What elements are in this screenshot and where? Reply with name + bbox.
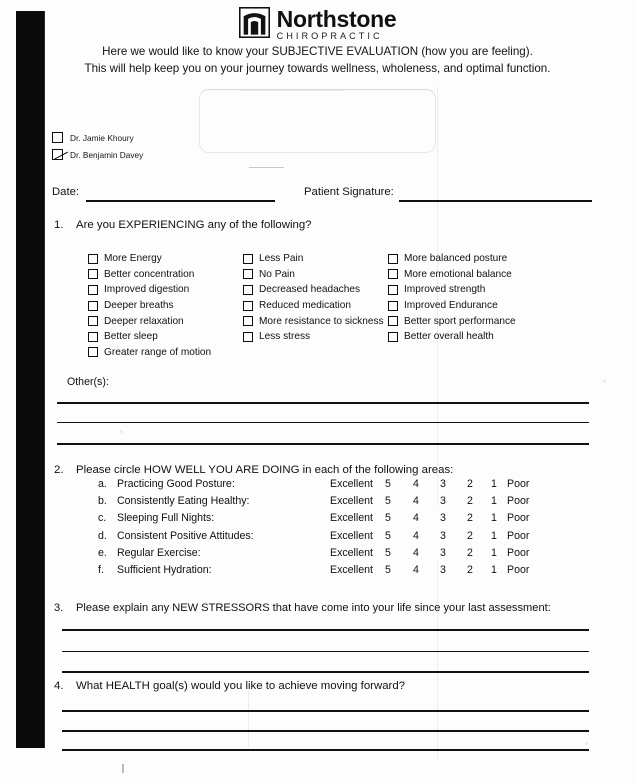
checkbox-icon[interactable] bbox=[88, 332, 98, 342]
symptom-label: Less stress bbox=[259, 331, 311, 343]
symptom-column-2 bbox=[243, 251, 384, 345]
scan-speck-artifact bbox=[122, 764, 124, 773]
rating-low-label: Poor bbox=[507, 546, 530, 559]
question-1-number: 1. bbox=[54, 219, 64, 231]
rating-letter: d. bbox=[98, 529, 107, 542]
rating-row-consistent-positive-attitudes bbox=[0, 530, 635, 547]
intro-text bbox=[0, 44, 635, 77]
symptom-label: Less Pain bbox=[259, 253, 304, 265]
doctor-option-benjamin-davey[interactable] bbox=[52, 146, 143, 163]
rating-option-2[interactable]: 2 bbox=[467, 478, 473, 490]
checkbox-icon[interactable] bbox=[88, 301, 98, 311]
question-4-answer-line[interactable] bbox=[62, 730, 589, 732]
checkbox-icon[interactable] bbox=[88, 316, 98, 326]
rating-low-label: Poor bbox=[507, 529, 530, 542]
question-3 bbox=[54, 602, 551, 614]
checkbox-icon[interactable] bbox=[88, 285, 98, 295]
rating-label: Regular Exercise: bbox=[117, 546, 201, 559]
rating-option-5[interactable]: 5 bbox=[385, 563, 391, 576]
rating-label: Consistent Positive Attitudes: bbox=[117, 529, 254, 542]
rating-table bbox=[0, 478, 635, 581]
checkbox-icon[interactable] bbox=[243, 285, 253, 295]
rating-letter: e. bbox=[98, 546, 107, 559]
symptom-label: Decreased headaches bbox=[259, 284, 361, 296]
symptom-label: Improved Endurance bbox=[404, 300, 498, 312]
rating-option-1[interactable]: 1 bbox=[491, 529, 497, 542]
rating-label: Consistently Eating Healthy: bbox=[117, 495, 250, 508]
rating-row-practicing-good-posture bbox=[0, 478, 635, 495]
doctor-label: Dr. Benjamin Davey bbox=[70, 149, 144, 160]
rating-label: Sleeping Full Nights: bbox=[117, 512, 215, 525]
rating-option-1[interactable]: 1 bbox=[491, 546, 497, 559]
question-4-text: What HEALTH goal(s) would you like to achieve moving forward? bbox=[76, 680, 405, 692]
scan-ghost-vertical-artifact bbox=[248, 690, 249, 750]
rating-option-2[interactable]: 2 bbox=[467, 495, 473, 508]
symptom-option[interactable] bbox=[388, 251, 516, 267]
rating-low-label: Poor bbox=[507, 478, 530, 490]
symptom-label: More Energy bbox=[104, 253, 162, 265]
question-2-text: Please circle HOW WELL YOU ARE DOING in each of the following areas: bbox=[76, 464, 454, 476]
checkbox-icon[interactable] bbox=[243, 269, 253, 279]
date-input-line[interactable] bbox=[86, 200, 275, 202]
symptom-label: Better overall health bbox=[404, 331, 494, 343]
date-signature-row bbox=[52, 186, 592, 204]
symptom-option[interactable] bbox=[88, 267, 211, 283]
signature-input-line[interactable] bbox=[399, 200, 592, 202]
rating-option-3[interactable]: 3 bbox=[440, 512, 446, 525]
symptom-option[interactable] bbox=[88, 282, 211, 298]
symptom-option[interactable] bbox=[88, 329, 211, 345]
symptom-option[interactable] bbox=[388, 267, 516, 283]
rating-option-4[interactable]: 4 bbox=[413, 512, 419, 525]
checkbox-icon[interactable] bbox=[243, 254, 253, 264]
brand-logo bbox=[0, 6, 635, 41]
rating-option-2[interactable]: 2 bbox=[467, 529, 473, 542]
rating-high-label: Excellent bbox=[330, 563, 373, 576]
rating-low-label: Poor bbox=[507, 495, 530, 508]
doctor-option-jamie-khoury[interactable] bbox=[52, 129, 143, 146]
rating-option-3[interactable]: 3 bbox=[440, 563, 446, 576]
symptom-option[interactable] bbox=[243, 329, 384, 345]
symptom-option[interactable] bbox=[88, 251, 211, 267]
question-3-text: Please explain any NEW STRESSORS that have come into your life since your last assessment: bbox=[76, 602, 551, 614]
question-2-number: 2. bbox=[54, 464, 64, 476]
checkbox-icon[interactable] bbox=[243, 316, 253, 326]
northstone-arch-logo-icon bbox=[239, 7, 270, 38]
symptom-option[interactable] bbox=[243, 267, 384, 283]
rating-option-4[interactable]: 4 bbox=[413, 529, 419, 542]
question-4-number: 4. bbox=[54, 680, 64, 692]
patient-signature-label: Patient Signature: bbox=[304, 186, 394, 198]
rating-option-5[interactable]: 5 bbox=[385, 529, 391, 542]
symptom-label: Better sport performance bbox=[404, 315, 516, 327]
symptom-option[interactable] bbox=[88, 313, 211, 329]
rating-option-1[interactable]: 1 bbox=[491, 563, 497, 576]
rating-row-consistently-eating-healthy bbox=[0, 495, 635, 512]
symptom-option[interactable] bbox=[388, 298, 516, 314]
others-write-in-line[interactable] bbox=[57, 443, 589, 445]
scan-ghost-rectangle-artifact bbox=[199, 89, 436, 153]
rating-row-sleeping-full-nights bbox=[0, 512, 635, 529]
others-label: Other(s): bbox=[67, 376, 109, 388]
checkbox-icon[interactable] bbox=[88, 254, 98, 264]
checkbox-icon[interactable] bbox=[243, 332, 253, 342]
rating-option-4[interactable]: 4 bbox=[413, 546, 419, 559]
rating-label: Sufficient Hydration: bbox=[117, 563, 212, 576]
brand-name: Northstone bbox=[276, 6, 397, 32]
intro-line-1: Here we would like to know your SUBJECTIVE EVALUATION (how you are feeling). bbox=[102, 45, 533, 58]
rating-high-label: Excellent bbox=[330, 478, 373, 490]
symptom-label: Better sleep bbox=[104, 331, 158, 343]
others-write-in-line[interactable] bbox=[57, 402, 589, 404]
checkbox-icon[interactable] bbox=[388, 285, 398, 295]
symptom-label: Reduced medication bbox=[259, 300, 352, 312]
doctor-selection-group bbox=[52, 129, 143, 163]
rating-option-3[interactable]: 3 bbox=[440, 546, 446, 559]
symptom-option[interactable] bbox=[243, 282, 384, 298]
symptom-option[interactable] bbox=[88, 345, 211, 361]
rating-option-3[interactable]: 3 bbox=[440, 495, 446, 508]
rating-letter: c. bbox=[98, 512, 107, 525]
rating-label: Practicing Good Posture: bbox=[117, 478, 235, 490]
checkbox-icon[interactable] bbox=[388, 316, 398, 326]
scan-edge-artifact bbox=[16, 11, 45, 748]
scan-speck-artifact bbox=[120, 430, 123, 433]
symptom-label: Better concentration bbox=[104, 268, 195, 280]
rating-option-5[interactable]: 5 bbox=[385, 546, 391, 559]
rating-option-5[interactable]: 5 bbox=[385, 478, 391, 490]
question-4-answer-line[interactable] bbox=[62, 749, 589, 751]
symptom-label: No Pain bbox=[259, 268, 295, 280]
rating-option-4[interactable]: 4 bbox=[413, 495, 419, 508]
symptom-option[interactable] bbox=[88, 298, 211, 314]
question-2 bbox=[54, 464, 453, 476]
scan-speck-artifact bbox=[585, 742, 588, 745]
symptom-label: Greater range of motion bbox=[104, 346, 212, 358]
rating-letter: f. bbox=[98, 563, 104, 576]
rating-option-5[interactable]: 5 bbox=[385, 495, 391, 508]
checkbox-icon[interactable] bbox=[88, 347, 98, 357]
rating-row-regular-exercise bbox=[0, 547, 635, 564]
checkbox-icon[interactable] bbox=[388, 301, 398, 311]
rating-high-label: Excellent bbox=[330, 512, 373, 525]
symptom-option[interactable] bbox=[243, 251, 384, 267]
checkbox-checked-icon[interactable] bbox=[52, 149, 63, 160]
rating-low-label: Poor bbox=[507, 563, 530, 576]
symptom-label: Improved strength bbox=[404, 284, 486, 296]
symptom-label: More emotional balance bbox=[404, 268, 512, 280]
rating-option-2[interactable]: 2 bbox=[467, 512, 473, 525]
rating-letter: b. bbox=[98, 495, 107, 508]
rating-option-3[interactable]: 3 bbox=[440, 478, 446, 490]
checkbox-icon[interactable] bbox=[243, 301, 253, 311]
scan-speck-artifact bbox=[603, 380, 606, 383]
scan-ghost-line-artifact bbox=[249, 167, 284, 168]
rating-option-2[interactable]: 2 bbox=[467, 546, 473, 559]
question-4-answer-line[interactable] bbox=[62, 710, 589, 712]
question-3-answer-line[interactable] bbox=[62, 671, 589, 673]
question-4 bbox=[54, 680, 405, 692]
rating-low-label: Poor bbox=[507, 512, 530, 525]
symptom-label: Deeper relaxation bbox=[104, 315, 184, 327]
checkbox-icon[interactable] bbox=[388, 254, 398, 264]
others-write-in-line[interactable] bbox=[57, 422, 589, 423]
symptom-column-1 bbox=[88, 251, 211, 360]
rating-option-2[interactable]: 2 bbox=[467, 563, 473, 576]
brand-wordmark bbox=[277, 6, 397, 41]
symptom-option[interactable] bbox=[243, 313, 384, 329]
rating-option-5[interactable]: 5 bbox=[385, 512, 391, 525]
doctor-label: Dr. Jamie Khoury bbox=[70, 132, 134, 143]
intro-line-2: This will help keep you on your journey towards wellness, wholeness, and optimal function. bbox=[84, 61, 551, 75]
symptom-label: Deeper breaths bbox=[104, 300, 174, 312]
checkbox-icon[interactable] bbox=[88, 269, 98, 279]
symptom-option[interactable] bbox=[388, 282, 516, 298]
rating-option-4[interactable]: 4 bbox=[413, 478, 419, 490]
question-3-number: 3. bbox=[54, 602, 64, 614]
symptom-label: More resistance to sickness bbox=[259, 315, 384, 327]
symptom-label: More balanced posture bbox=[404, 253, 508, 265]
symptom-option[interactable] bbox=[388, 329, 516, 345]
question-1-text: Are you EXPERIENCING any of the following? bbox=[76, 219, 312, 231]
rating-option-4[interactable]: 4 bbox=[413, 563, 419, 576]
symptom-option[interactable] bbox=[243, 298, 384, 314]
symptom-column-3 bbox=[388, 251, 516, 345]
rating-high-label: Excellent bbox=[330, 495, 373, 508]
rating-option-1[interactable]: 1 bbox=[491, 495, 497, 508]
brand-subtitle: CHIROPRACTIC bbox=[276, 31, 383, 41]
rating-letter: a. bbox=[98, 478, 107, 490]
question-1 bbox=[54, 219, 312, 231]
date-label: Date: bbox=[52, 186, 80, 198]
rating-option-1[interactable]: 1 bbox=[491, 478, 497, 490]
question-3-answer-line[interactable] bbox=[62, 651, 589, 652]
rating-option-1[interactable]: 1 bbox=[491, 512, 497, 525]
rating-option-3[interactable]: 3 bbox=[440, 529, 446, 542]
question-3-answer-line[interactable] bbox=[62, 629, 589, 631]
rating-row-sufficient-hydration bbox=[0, 564, 635, 581]
symptom-option[interactable] bbox=[388, 313, 516, 329]
rating-high-label: Excellent bbox=[330, 529, 373, 542]
checkbox-icon[interactable] bbox=[388, 269, 398, 279]
checkbox-icon[interactable] bbox=[388, 332, 398, 342]
scan-ghost-line-artifact bbox=[240, 90, 345, 91]
rating-high-label: Excellent bbox=[330, 546, 373, 559]
symptom-label: Improved digestion bbox=[104, 284, 190, 296]
